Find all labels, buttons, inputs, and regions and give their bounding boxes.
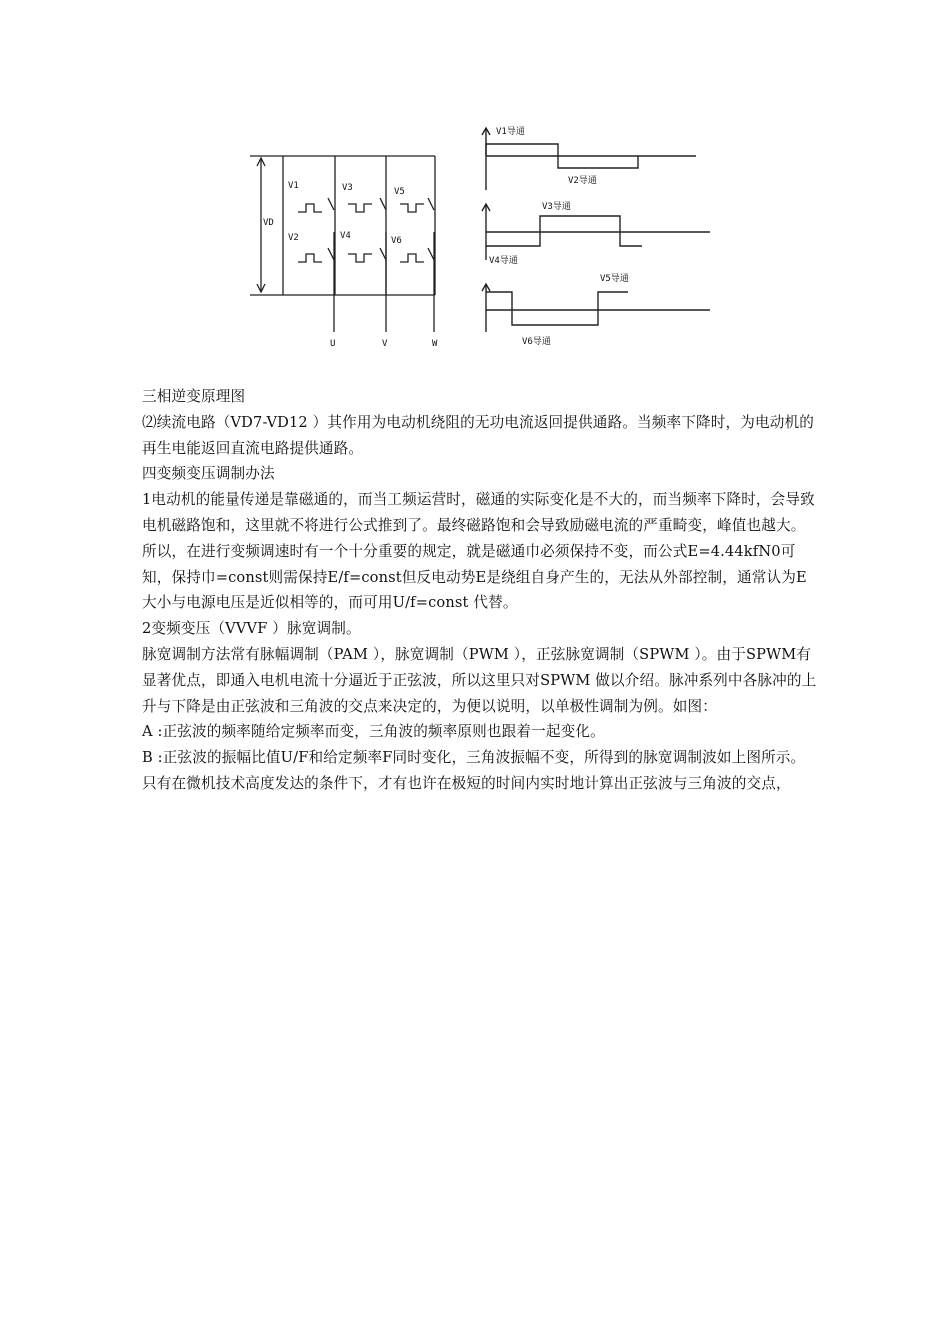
label-v4-conduct: V4导通 [489,256,518,266]
gating-waveforms [482,128,710,332]
switch-label-v5: V5 [394,187,405,197]
document-body [142,384,817,797]
paragraph-b: B :正弦波的振幅比值U/F和给定频率F同时变化，三角波振幅不变，所得到的脉宽调制波如上图所示。只有在微机技术高度发达的条件下，才有也许在极短的时间内实时地计算出正弦波与三角波的交点， [142,749,806,792]
paragraph-freewheel-circuit: ⑵续流电路（VD7-VD12 ）其作用为电动机绕阻的无功电流返回提供通路。当频率下降时，为电动机的再生电能返回直流电路提供通路。 [142,413,814,457]
vd-label: VD [263,218,274,228]
output-label-v: V [382,339,388,349]
switch-label-v3: V3 [342,183,353,193]
label-v6-conduct: V6导通 [522,337,551,347]
paragraph-a: A :正弦波的频率随给定频率而变，三角波的频率原则也跟着一起变化。 [142,723,605,741]
switch-label-v1: V1 [288,181,299,191]
output-label-u: U [330,339,336,349]
subheading-vvvf: 2变频变压（VVVF ）脉宽调制。 [142,620,361,638]
output-label-w: W [432,339,438,349]
switch-label-v6: V6 [391,236,402,246]
label-v1-conduct: V1导通 [496,127,525,137]
paragraph-pwm: 脉宽调制方法常有脉幅调制（PAM ），脉宽调制（PWM ），正弦脉宽调制（SPWM ）。由于SPWM有显著优点，即通入电机电流十分逼近于正弦波，所以这里只对SPWM 做以介绍。脉冲系列中各脉冲的上升与下降是由正弦波和三角波的交点来决定的，为便以说明，以单极性调制为例。如图： [142,645,817,715]
label-v5-conduct: V5导通 [600,274,629,284]
paragraph-flux: 1电动机的能量传递是靠磁通的，而当工频运营时，磁通的实际变化是不大的，而当频率下降时，会导致电机磁路饱和，这里就不将进行公式推到了。最终磁路饱和会导致励磁电流的严重畸变，峰值也越大。所以，在进行变频调速时有一个十分重要的规定，就是磁通巾必须保持不变，而公式E=4.44kfN0可知，保持巾=const则需保持E/f=const但反电动势E是绕组自身产生的，无法从外部控制，通常认为E大小与电源电压是近似相等的，而可用U/f=const 代替。 [142,491,815,612]
switch-label-v4: V4 [340,231,351,241]
label-v2-conduct: V2导通 [568,176,597,186]
inverter-figure [248,120,718,355]
section-heading-modulation: 四变频变压调制办法 [142,465,275,483]
figure-caption: 三相逆变原理图 [142,388,246,405]
label-v3-conduct: V3导通 [542,202,571,212]
figure-svg [248,120,718,355]
switch-label-v2: V2 [288,233,299,243]
